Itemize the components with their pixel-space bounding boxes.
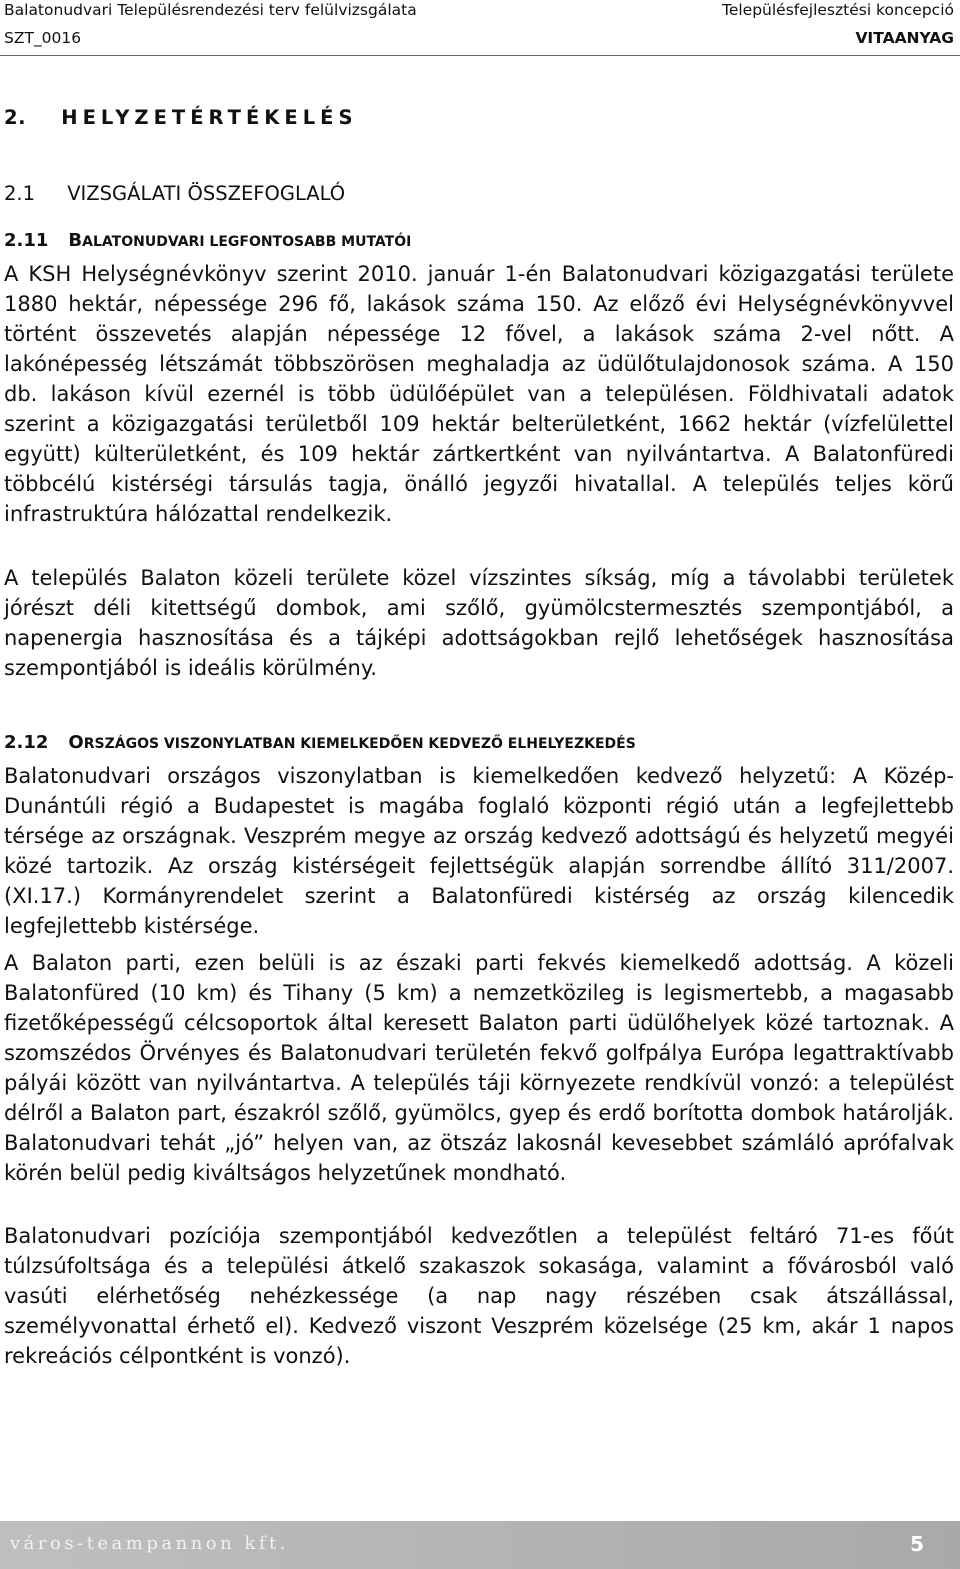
heading-2-12-number: 2.12 — [4, 732, 49, 753]
heading-2-12-title: RSZÁGOS VISZONYLATBAN KIEMELKEDŐEN KEDVEZŐ ELHELYEZKEDÉS — [83, 736, 636, 752]
page-footer — [0, 1521, 960, 1569]
section-heading — [4, 106, 358, 129]
header-bottom-row — [4, 29, 954, 47]
document-title: Balatonudvari Településrendezési terv felülvizsgálata — [4, 1, 417, 19]
paragraph-indicators: A KSH Helységnévkönyv szerint 2010. január 1-én Balatonudvari közigazgatási területe 1880 hektár, népessége 296 fő, lakások száma 150. Az előző évi Helységnévkönyvvel történt összevetés alapján népessége 12 fővel, a lakások száma 2-vel nőtt. A lakónépesség létszámát többszörösen meghaladja az üdülőtulajdonosok száma. A 150 db. lakáson kívül ezernél is több üdülőépület van a településen. Földhivatali adatok szerint a közigazgatási területből 109 hektár belterületként, 1662 hektár (vízfelülettel együtt) külterületként, és 109 hektár zártkertként van nyilvántartva. A Balatonfüredi többcélú kistérségi társulás tagja, önálló jegyzői hivatallal. A település teljes körű infrastruktúra hálózattal rendelkezik. — [4, 262, 954, 526]
subsection-title: VIZSGÁLATI ÖSSZEFOGLALÓ — [67, 182, 346, 205]
header-top-row — [4, 1, 954, 19]
header-divider — [0, 55, 960, 56]
heading-2-11 — [4, 230, 411, 251]
paragraph-disadvantages: Balatonudvari pozíciója szempontjából kedvezőtlen a települést feltáró 71-es főút túlzsúfoltsága és a települési átkelő szakaszok sokasága, valamint a fővárosból való vasúti elérhetőség nehézkessége (a nap nagy részében csak átszállással, személyvonattal érhető el). Kedvező viszont Veszprém közelsége (25 km, akár 1 napos rekreációs célpontként is vonzó). — [4, 1224, 954, 1368]
document-status: VITAANYAG — [855, 29, 954, 47]
section-title: HELYZETÉRTÉKELÉS — [61, 106, 358, 129]
section-number: 2. — [4, 106, 26, 129]
heading-2-11-number: 2.11 — [4, 230, 49, 251]
paragraph-national-position: Balatonudvari országos viszonylatban is kiemelkedően kedvező helyzetű: A Közép-Dunántúli régió a Budapestet is magába foglaló központi régió után a legfejlettebb térsége az országnak. Veszprém megye az ország kedvező adottságú és helyzetű megyéi közé tartozik. Az ország kistérségeit fejlettségük alapján sorrendbe állító 311/2007. (XI.17.) Kormányrendelet szerint a Balatonfüredi kistérség az ország kilencedik legfejlettebb kistérsége. — [4, 764, 954, 938]
heading-2-11-initial: B — [68, 230, 83, 251]
subsection-number: 2.1 — [4, 182, 36, 205]
heading-2-12-initial: O — [68, 732, 84, 753]
paragraph-balaton-location: A Balaton parti, ezen belüli is az északi parti fekvés kiemelkedő adottság. A közeli Balatonfüred (10 km) és Tihany (5 km) a nemzetközileg is legismertebb, a magasabb fizetőképességű célcsoportok által keresett Balaton parti üdülőhelyek közé tartoznak. A szomszédos Örvényes és Balatonudvari területén fekvő golfpálya Európa legattraktívabb pályái között van nyilvántartva. A település táji környezete rendkívül vonzó: a települést délről a Balaton part, északról szőlő, gyümölcs, gyep és erdő borította dombok határolják. Balatonudvari tehát „jó” helyen van, az ötszáz lakosnál kevesebbet számláló aprófalvak körén belül pedig kiváltságos helyzetűnek mondható. — [4, 951, 954, 1185]
heading-2-12 — [4, 732, 636, 753]
paragraph-terrain: A település Balaton közeli területe közel vízszintes síkság, míg a távolabbi területek jórészt déli kitettségű dombok, ami szőlő, gyümölcstermesztés szempontjából, a napenergia hasznosítása és a tájképi adottságokban rejlő lehetőségek hasznosítása szempontjából is ideális körülmény. — [4, 566, 954, 680]
footer-brand-logo: város-teampannon kft. — [10, 1533, 289, 1554]
document-type: Településfejlesztési koncepció — [721, 1, 954, 19]
page-number: 5 — [910, 1532, 924, 1556]
subsection-heading — [4, 182, 345, 205]
document-code: SZT_0016 — [4, 29, 82, 47]
heading-2-11-title: ALATONUDVARI LEGFONTOSABB MUTATÓI — [82, 234, 412, 250]
